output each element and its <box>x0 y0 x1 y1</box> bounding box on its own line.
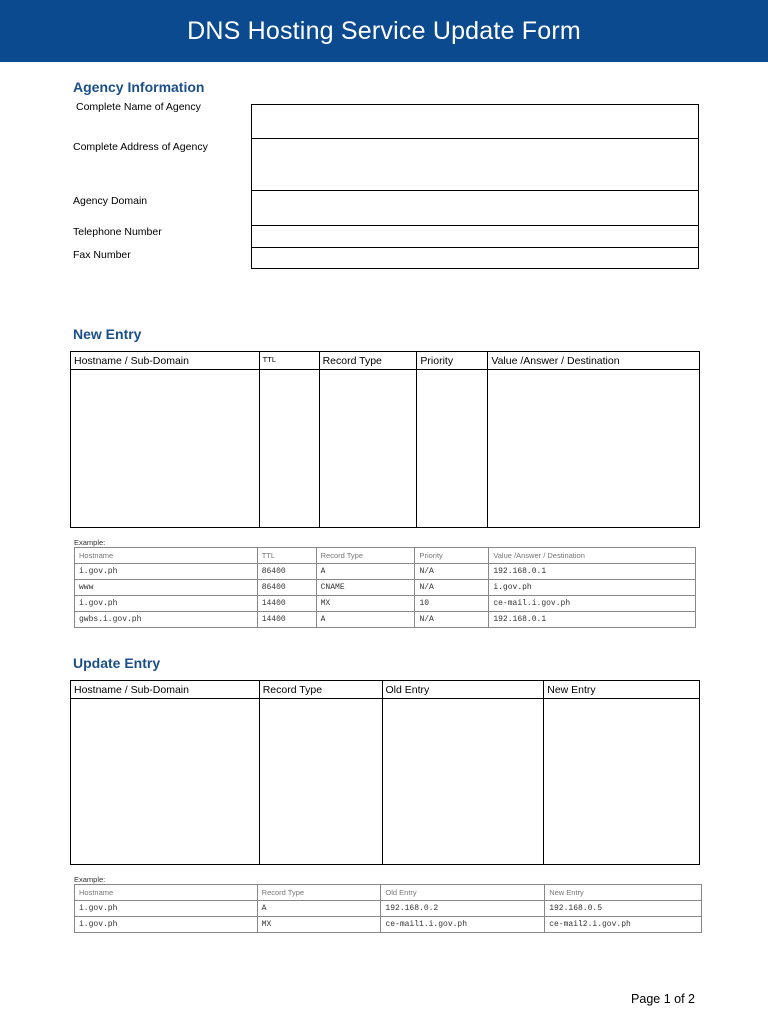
update-entry-col-new-entry: New Entry <box>544 681 700 699</box>
example-cell: i.gov.ph <box>75 596 258 612</box>
example-cell: i.gov.ph <box>489 580 696 596</box>
example-col-new-entry: New Entry <box>545 885 702 901</box>
update-entry-hostname-cell[interactable] <box>71 699 260 865</box>
fax-field[interactable] <box>251 247 699 269</box>
update-entry-section-title: Update Entry <box>73 655 161 671</box>
example-cell: MX <box>257 917 381 933</box>
example-col-record-type: Record Type <box>257 885 381 901</box>
example-cell: N/A <box>415 564 489 580</box>
example-cell: 14400 <box>257 596 316 612</box>
new-entry-value-cell[interactable] <box>488 370 700 528</box>
update-entry-example-row <box>75 917 702 933</box>
new-entry-ttl-cell[interactable] <box>259 370 319 528</box>
agency-domain-field[interactable] <box>251 190 699 226</box>
example-cell: MX <box>316 596 415 612</box>
example-cell: i.gov.ph <box>75 917 258 933</box>
example-cell: A <box>316 612 415 628</box>
new-entry-table <box>70 351 700 528</box>
new-entry-example-row <box>75 596 696 612</box>
example-cell: 192.168.0.5 <box>545 901 702 917</box>
new-entry-col-value: Value /Answer / Destination <box>488 352 700 370</box>
new-entry-record-type-cell[interactable] <box>319 370 417 528</box>
new-entry-col-ttl: TTL <box>259 352 319 370</box>
page-number: Page 1 of 2 <box>631 992 695 1006</box>
update-entry-col-record-type: Record Type <box>259 681 382 699</box>
update-entry-col-old-entry: Old Entry <box>382 681 544 699</box>
example-cell: N/A <box>415 580 489 596</box>
new-entry-priority-cell[interactable] <box>417 370 488 528</box>
new-entry-hostname-cell[interactable] <box>71 370 260 528</box>
example-cell: www <box>75 580 258 596</box>
agency-name-field[interactable] <box>251 104 699 139</box>
example-cell: gwbs.i.gov.ph <box>75 612 258 628</box>
agency-section-title: Agency Information <box>73 79 205 95</box>
example-col-hostname: Hostname <box>75 885 258 901</box>
new-entry-example-row <box>75 564 696 580</box>
example-cell: 14400 <box>257 612 316 628</box>
update-entry-example-header-row <box>75 885 702 901</box>
agency-address-field[interactable] <box>251 138 699 191</box>
example-col-value: Value /Answer / Destination <box>489 548 696 564</box>
update-entry-col-hostname: Hostname / Sub-Domain <box>71 681 260 699</box>
example-col-record-type: Record Type <box>316 548 415 564</box>
update-entry-new-entry-cell[interactable] <box>544 699 700 865</box>
form-header <box>0 0 768 62</box>
example-cell: i.gov.ph <box>75 901 258 917</box>
update-entry-example-row <box>75 901 702 917</box>
new-entry-example-table <box>74 547 696 628</box>
example-cell: 192.168.0.1 <box>489 564 696 580</box>
new-entry-example-row <box>75 612 696 628</box>
example-cell: N/A <box>415 612 489 628</box>
telephone-label: Telephone Number <box>73 226 162 238</box>
example-col-priority: Priority <box>415 548 489 564</box>
agency-address-label: Complete Address of Agency <box>73 141 208 153</box>
update-entry-record-type-cell[interactable] <box>259 699 382 865</box>
new-entry-col-priority: Priority <box>417 352 488 370</box>
example-cell: 192.168.0.2 <box>381 901 545 917</box>
example-col-old-entry: Old Entry <box>381 885 545 901</box>
new-entry-col-record-type: Record Type <box>319 352 417 370</box>
example-col-ttl: TTL <box>257 548 316 564</box>
update-entry-header-row <box>71 681 700 699</box>
example-cell: 86400 <box>257 564 316 580</box>
new-entry-example-row <box>75 580 696 596</box>
update-entry-example-table <box>74 884 702 933</box>
example-cell: A <box>257 901 381 917</box>
example-cell: A <box>316 564 415 580</box>
example-cell: ce-mail2.i.gov.ph <box>545 917 702 933</box>
update-entry-input-row <box>71 699 700 865</box>
new-entry-example-header-row <box>75 548 696 564</box>
example-cell: CNAME <box>316 580 415 596</box>
agency-name-label: Complete Name of Agency <box>76 101 201 113</box>
example-cell: 10 <box>415 596 489 612</box>
update-entry-example-label: Example: <box>74 875 106 884</box>
new-entry-col-hostname: Hostname / Sub-Domain <box>71 352 260 370</box>
agency-domain-label: Agency Domain <box>73 195 148 207</box>
form-title: DNS Hosting Service Update Form <box>187 16 581 45</box>
example-col-hostname: Hostname <box>75 548 258 564</box>
example-cell: 86400 <box>257 580 316 596</box>
new-entry-section-title: New Entry <box>73 326 142 342</box>
fax-label: Fax Number <box>73 249 131 261</box>
example-cell: ce-mail.i.gov.ph <box>489 596 696 612</box>
new-entry-example-label: Example: <box>74 538 106 547</box>
example-cell: i.gov.ph <box>75 564 258 580</box>
example-cell: ce-mail1.i.gov.ph <box>381 917 545 933</box>
new-entry-header-row <box>71 352 700 370</box>
update-entry-table <box>70 680 700 865</box>
telephone-field[interactable] <box>251 225 699 248</box>
new-entry-input-row <box>71 370 700 528</box>
example-cell: 192.168.0.1 <box>489 612 696 628</box>
update-entry-old-entry-cell[interactable] <box>382 699 544 865</box>
